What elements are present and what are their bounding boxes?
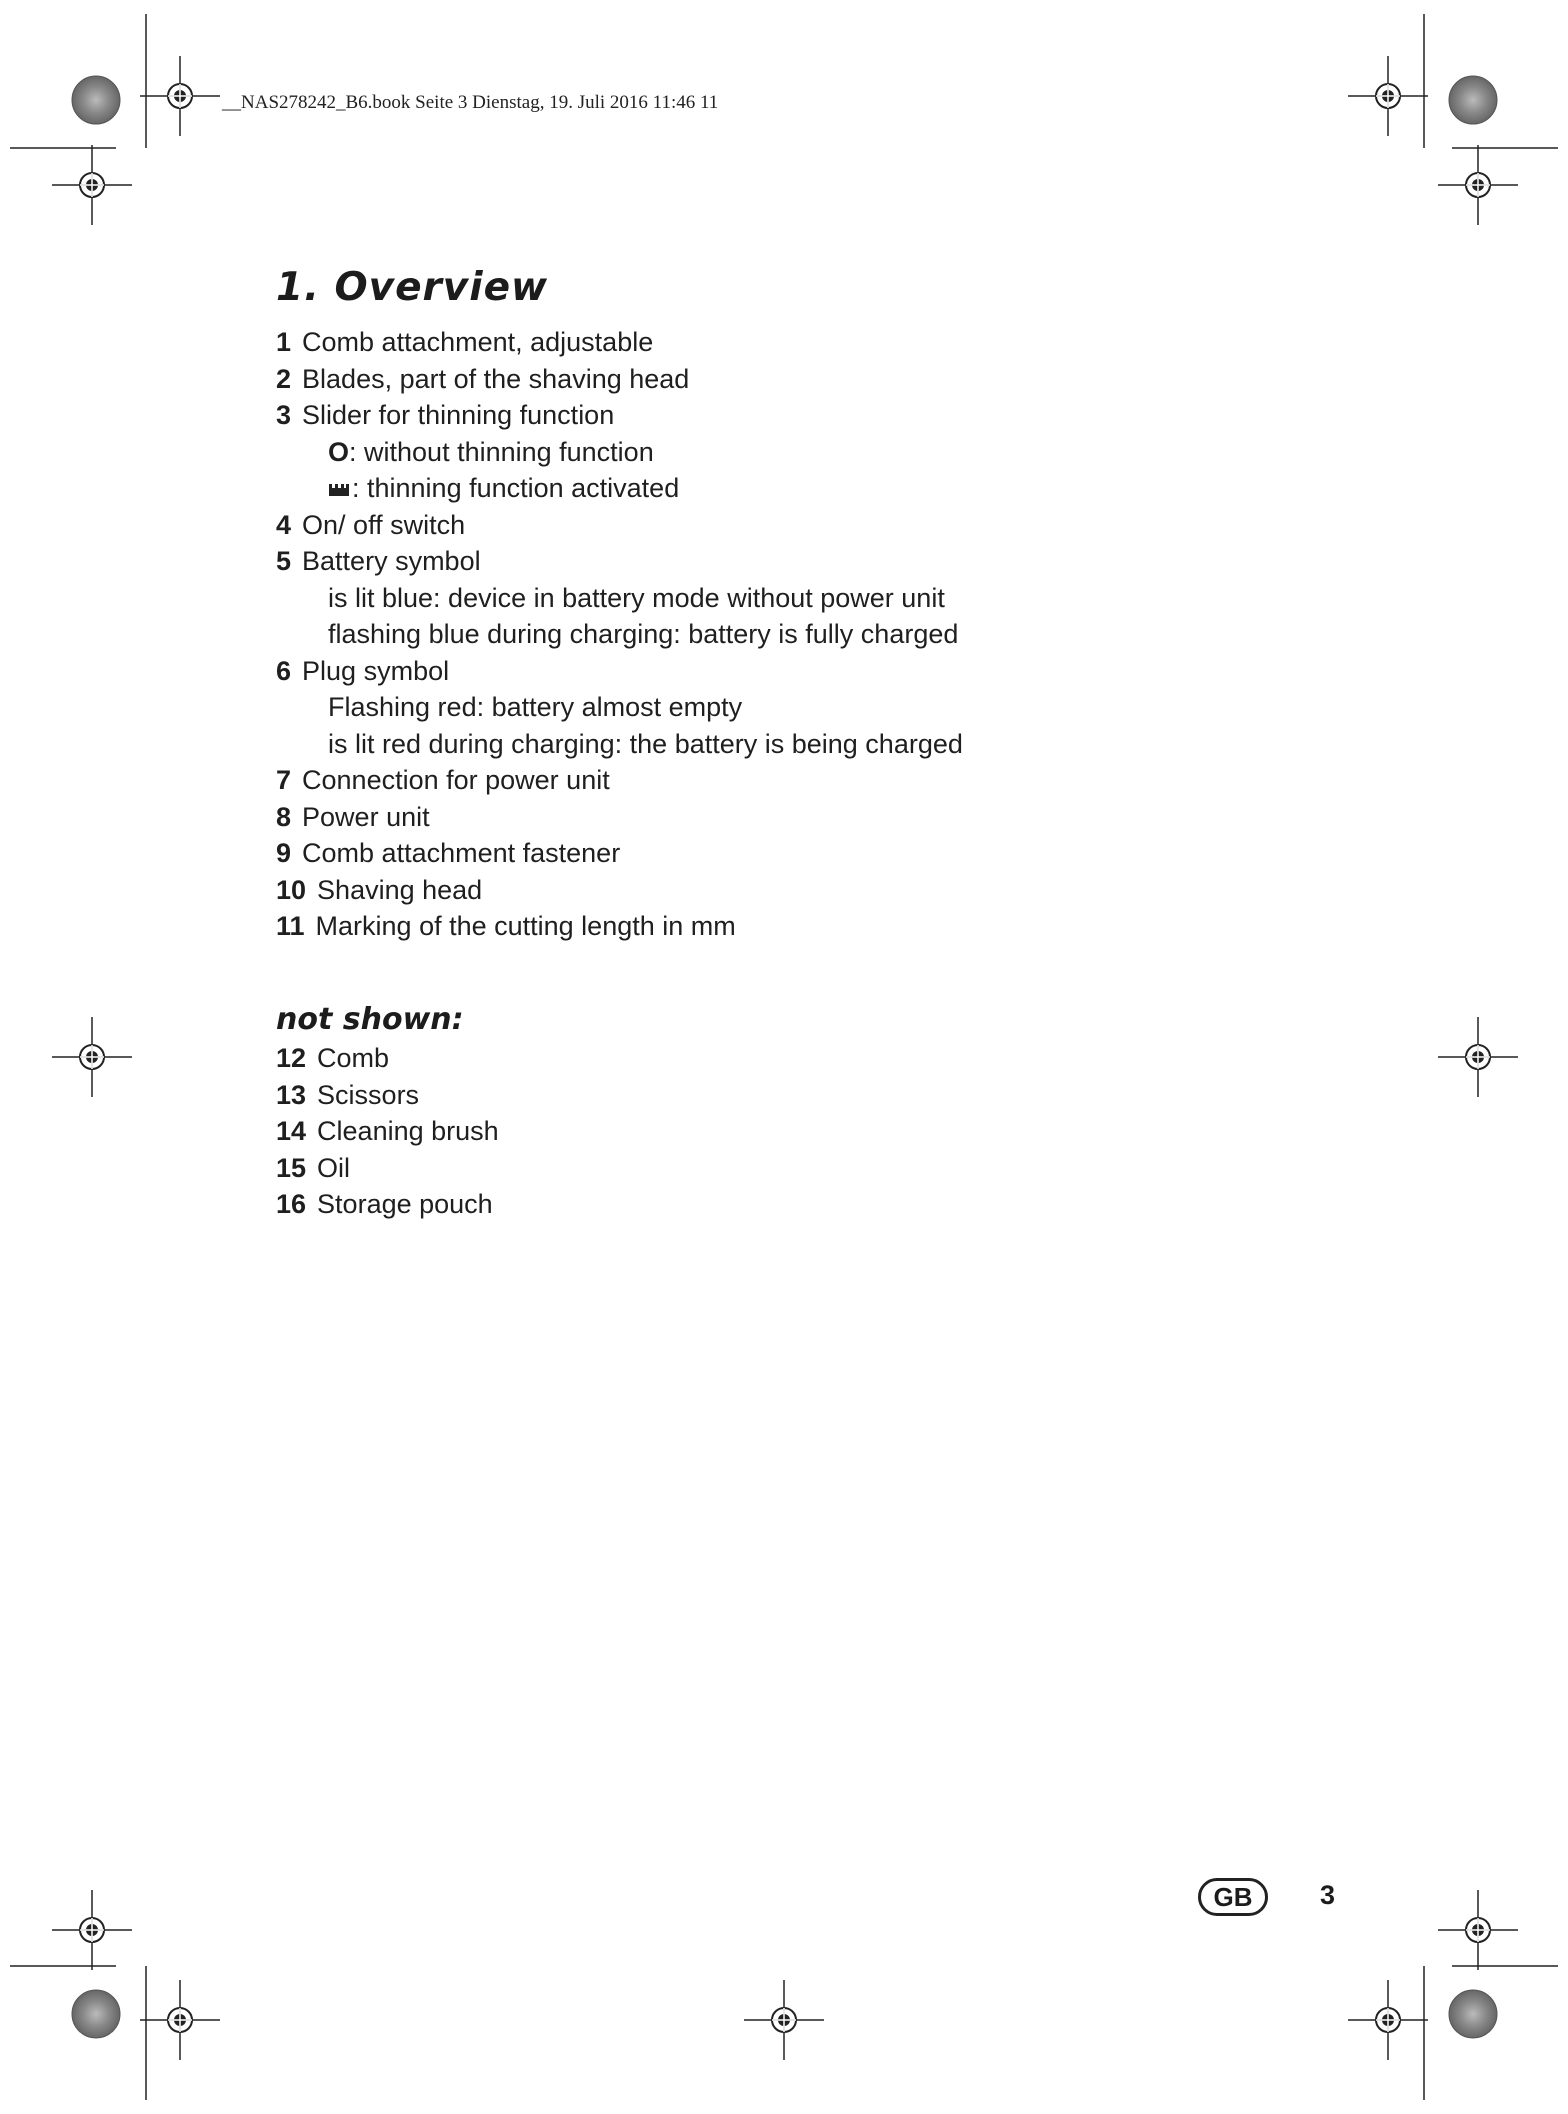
item-number: 16 [276,1189,307,1219]
list-subitem [276,434,963,471]
item-number: 8 [276,801,292,832]
country-badge: GB [1198,1878,1268,1916]
item-text: is lit blue: device in battery mode without power unit [328,582,945,613]
item-text: Comb attachment, adjustable [302,327,654,357]
item-text: : thinning function activated [352,473,680,503]
list-item [276,908,963,945]
not-shown-heading: not shown: [276,1002,464,1037]
list-subitem [276,470,963,507]
list-item [276,507,963,544]
item-text: Slider for thinning function [302,400,615,430]
list-item [276,799,963,836]
item-text: Flashing red: battery almost empty [328,692,743,722]
item-number: 6 [276,655,292,686]
list-item [276,543,963,580]
item-text: On/ off switch [302,509,466,540]
list-item [276,324,963,361]
page-title: 1. Overview [276,265,549,310]
thinning-comb-icon [328,483,350,497]
list-item [276,1077,499,1114]
list-item [276,1113,499,1150]
item-text: Power unit [302,801,430,832]
item-text: : without thinning function [349,436,654,467]
item-number: 9 [276,838,292,868]
item-number: 12 [276,1043,307,1073]
item-number: 11 [276,911,305,941]
component-list [276,324,963,945]
item-text: Blades, part of the shaving head [302,363,690,394]
item-text: Battery symbol [302,546,481,576]
list-item [276,361,963,398]
list-item [276,397,963,434]
list-item [276,1150,499,1187]
item-number: 10 [276,874,307,905]
list-item [276,762,963,799]
list-item [276,835,963,872]
page-number: 3 [1320,1880,1336,1910]
not-shown-list [276,1040,499,1223]
item-number: 1 [276,327,292,357]
item-number: 7 [276,765,292,795]
item-text: Comb attachment fastener [302,838,621,868]
item-number: 15 [276,1152,307,1183]
print-header: __NAS278242_B6.book Seite 3 Dienstag, 19. Juli 2016 11:46 11 [222,92,719,113]
item-number: 5 [276,546,292,576]
item-text: Comb [317,1043,390,1073]
no-thinning-symbol: O [328,436,350,467]
item-text: Connection for power unit [302,765,610,795]
item-number: 3 [276,400,292,430]
item-number: 2 [276,363,292,394]
list-item [276,1186,499,1223]
list-item [276,872,963,909]
item-number: 4 [276,509,292,540]
item-text: Cleaning brush [317,1116,499,1146]
item-text: Shaving head [317,874,483,905]
list-subitem [276,580,963,617]
item-text: Storage pouch [317,1189,493,1219]
list-subitem [276,726,963,763]
item-text: is lit red during charging: the battery is being charged [328,728,963,759]
item-text: Scissors [317,1079,420,1110]
list-item [276,1040,499,1077]
item-number: 13 [276,1079,307,1110]
item-text: Plug symbol [302,655,450,686]
item-text: flashing blue during charging: battery is fully charged [328,619,959,649]
item-number: 14 [276,1116,307,1146]
item-text: Oil [317,1152,351,1183]
list-subitem [276,689,963,726]
list-subitem [276,616,963,653]
list-item [276,653,963,690]
item-text: Marking of the cutting length in mm [315,911,736,941]
